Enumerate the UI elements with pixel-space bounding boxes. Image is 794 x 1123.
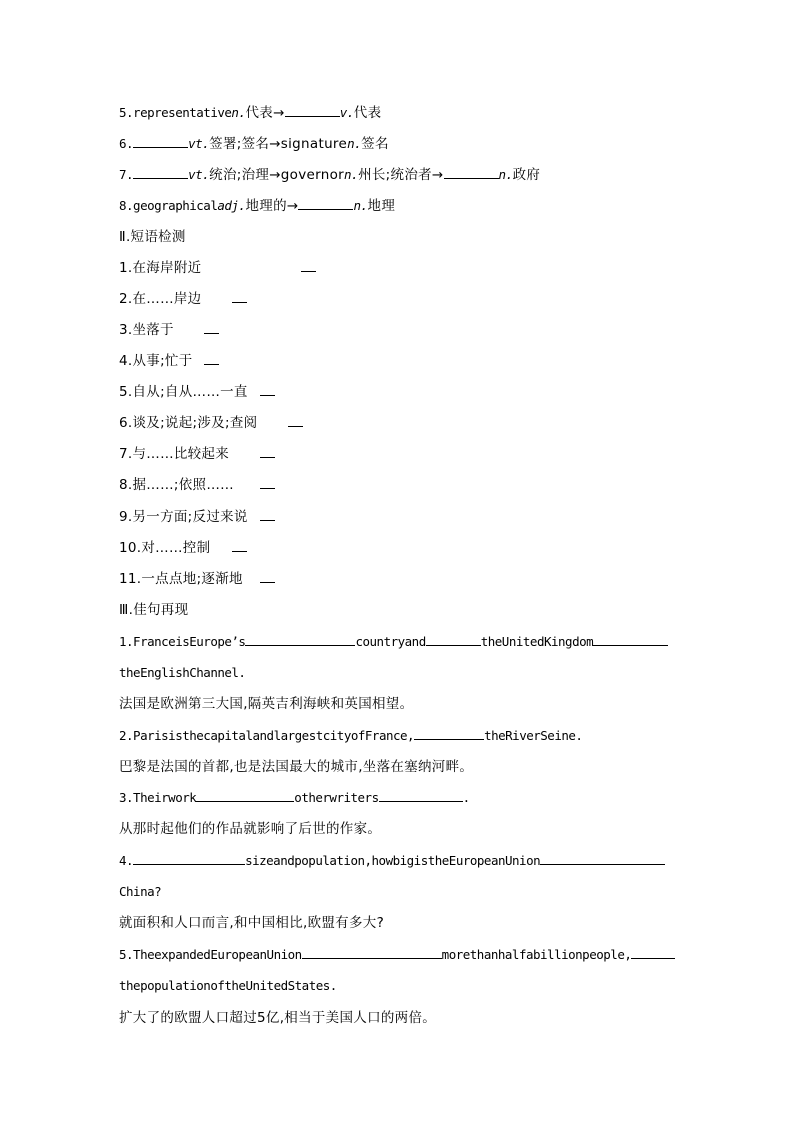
vocab-6-pos2: n. bbox=[347, 136, 362, 151]
vocab-6-blank[interactable] bbox=[133, 135, 188, 148]
phrase-3-blank[interactable] bbox=[204, 321, 219, 334]
vocab-7-num: 7. bbox=[119, 167, 134, 182]
s4-blank-1[interactable] bbox=[133, 852, 245, 865]
phrase-item bbox=[119, 445, 275, 463]
vocab-8-pos2: n. bbox=[353, 198, 368, 213]
phrase-item bbox=[119, 414, 303, 432]
phrase-10-text: 10.对……控制 bbox=[119, 540, 211, 556]
phrase-1-blank[interactable] bbox=[301, 259, 316, 272]
vocab-6-meaning2: 签名 bbox=[361, 136, 389, 152]
phrase-3-text: 3.坐落于 bbox=[119, 322, 174, 338]
phrase-item bbox=[119, 539, 247, 557]
vocab-line-8 bbox=[119, 197, 395, 215]
section-3-title: Ⅲ.佳句再现 bbox=[119, 602, 189, 618]
phrase-1-text: 1.在海岸附近 bbox=[119, 260, 202, 276]
phrase-item bbox=[119, 290, 247, 308]
vocab-8-word: 8.geographical bbox=[119, 198, 218, 213]
phrase-6-blank[interactable] bbox=[288, 414, 303, 427]
vocab-7-meaning2: 州长;统治者→ bbox=[358, 167, 444, 183]
s4-part-b: sizeandpopulation,howbigistheEuropeanUnion bbox=[245, 853, 541, 868]
sentence-5-en-cont: thepopulationoftheUnitedStates. bbox=[119, 978, 337, 993]
s4-part-a: 4. bbox=[119, 853, 134, 868]
sentence-1-en-cont: theEnglishChannel. bbox=[119, 665, 246, 680]
phrase-2-text: 2.在……岸边 bbox=[119, 291, 202, 307]
phrase-11-blank[interactable] bbox=[260, 570, 275, 583]
s1-part-b: countryand bbox=[355, 634, 426, 649]
phrase-9-text: 9.另一方面;反过来说 bbox=[119, 509, 248, 525]
phrase-item bbox=[119, 321, 219, 339]
phrase-4-blank[interactable] bbox=[204, 352, 219, 365]
sentence-2-zh: 巴黎是法国的首都,也是法国最大的城市,坐落在塞纳河畔。 bbox=[119, 759, 474, 775]
phrase-6-text: 6.谈及;说起;涉及;查阅 bbox=[119, 415, 258, 431]
vocab-5-meaning: 代表→ bbox=[245, 105, 285, 121]
s3-blank-2[interactable] bbox=[379, 789, 463, 802]
s5-blank-1[interactable] bbox=[302, 946, 442, 959]
sentence-5-zh: 扩大了的欧盟人口超过5亿,相当于美国人口的两倍。 bbox=[119, 1010, 437, 1026]
vocab-6-pos: vt. bbox=[188, 136, 210, 151]
s5-part-b: morethanhalfabillionpeople, bbox=[441, 947, 632, 962]
phrase-5-text: 5.自从;自从……一直 bbox=[119, 384, 248, 400]
s3-part-c: . bbox=[462, 790, 470, 805]
vocab-5-blank[interactable] bbox=[285, 104, 340, 117]
phrase-10-blank[interactable] bbox=[232, 539, 247, 552]
phrase-2-blank[interactable] bbox=[232, 290, 247, 303]
phrase-7-text: 7.与……比较起来 bbox=[119, 446, 230, 462]
s1-blank-1[interactable] bbox=[245, 633, 355, 646]
s5-blank-2[interactable] bbox=[631, 946, 675, 959]
s5-part-a: 5.TheexpandedEuropeanUnion bbox=[119, 947, 302, 962]
vocab-7-blank-2[interactable] bbox=[444, 166, 499, 179]
vocab-6-meaning: 签署;签名→signature bbox=[209, 136, 348, 152]
sentence-1-en bbox=[119, 633, 668, 651]
s1-part-a: 1.FranceisEurope’s bbox=[119, 634, 246, 649]
vocab-7-pos: vt. bbox=[188, 167, 210, 182]
sentence-3-en bbox=[119, 789, 470, 807]
sentence-1-zh: 法国是欧洲第三大国,隔英吉利海峡和英国相望。 bbox=[119, 696, 414, 712]
phrase-8-text: 8.据……;依照…… bbox=[119, 477, 234, 493]
vocab-8-meaning2: 地理 bbox=[367, 198, 396, 214]
vocab-7-blank-1[interactable] bbox=[133, 166, 188, 179]
vocab-8-pos: adj. bbox=[217, 198, 246, 213]
phrase-9-blank[interactable] bbox=[260, 508, 275, 521]
sentence-5-en bbox=[119, 946, 675, 964]
vocab-5-pos2: v. bbox=[339, 105, 354, 120]
vocab-line-7 bbox=[119, 166, 540, 184]
phrase-8-blank[interactable] bbox=[260, 476, 275, 489]
sentence-3-zh: 从那时起他们的作品就影响了后世的作家。 bbox=[119, 821, 382, 837]
s2-blank-1[interactable] bbox=[414, 727, 484, 740]
sentence-4-zh: 就面积和人口而言,和中国相比,欧盟有多大? bbox=[119, 915, 385, 931]
s4-blank-2[interactable] bbox=[540, 852, 665, 865]
phrase-5-blank[interactable] bbox=[260, 383, 275, 396]
vocab-line-5 bbox=[119, 104, 381, 122]
phrase-4-text: 4.从事;忙于 bbox=[119, 353, 193, 369]
s1-blank-2[interactable] bbox=[426, 633, 481, 646]
phrase-item bbox=[119, 352, 219, 370]
vocab-7-pos3: n. bbox=[498, 167, 513, 182]
vocab-8-meaning: 地理的→ bbox=[245, 198, 299, 214]
phrase-item bbox=[119, 476, 275, 494]
sentence-4-en bbox=[119, 852, 665, 870]
phrase-item bbox=[119, 508, 275, 526]
s1-blank-3[interactable] bbox=[593, 633, 668, 646]
section-2-title: Ⅱ.短语检测 bbox=[119, 229, 186, 245]
s1-part-c: theUnitedKingdom bbox=[480, 634, 594, 649]
phrase-11-text: 11.一点点地;逐渐地 bbox=[119, 571, 243, 587]
s3-blank-1[interactable] bbox=[196, 789, 294, 802]
phrase-item bbox=[119, 259, 316, 277]
vocab-6-num: 6. bbox=[119, 136, 134, 151]
s3-part-b: otherwriters bbox=[294, 790, 379, 805]
s2-part-a: 2.ParisisthecapitalandlargestcityofFrance, bbox=[119, 728, 415, 743]
vocab-7-meaning3: 政府 bbox=[512, 167, 541, 183]
sentence-2-en bbox=[119, 727, 582, 745]
vocab-7-pos2: n. bbox=[344, 167, 359, 182]
phrase-item bbox=[119, 383, 275, 401]
vocab-line-6 bbox=[119, 135, 389, 153]
s2-part-b: theRiverSeine. bbox=[484, 728, 583, 743]
vocab-5-meaning2: 代表 bbox=[353, 105, 382, 121]
vocab-5-word: 5.representative bbox=[119, 105, 232, 120]
vocab-7-meaning: 统治;治理→governor bbox=[209, 167, 345, 183]
phrase-item bbox=[119, 570, 275, 588]
sentence-4-en-cont: China? bbox=[119, 884, 162, 899]
s3-part-a: 3.Theirwork bbox=[119, 790, 197, 805]
vocab-8-blank[interactable] bbox=[298, 197, 353, 210]
phrase-7-blank[interactable] bbox=[260, 445, 275, 458]
vocab-5-pos: n. bbox=[231, 105, 246, 120]
